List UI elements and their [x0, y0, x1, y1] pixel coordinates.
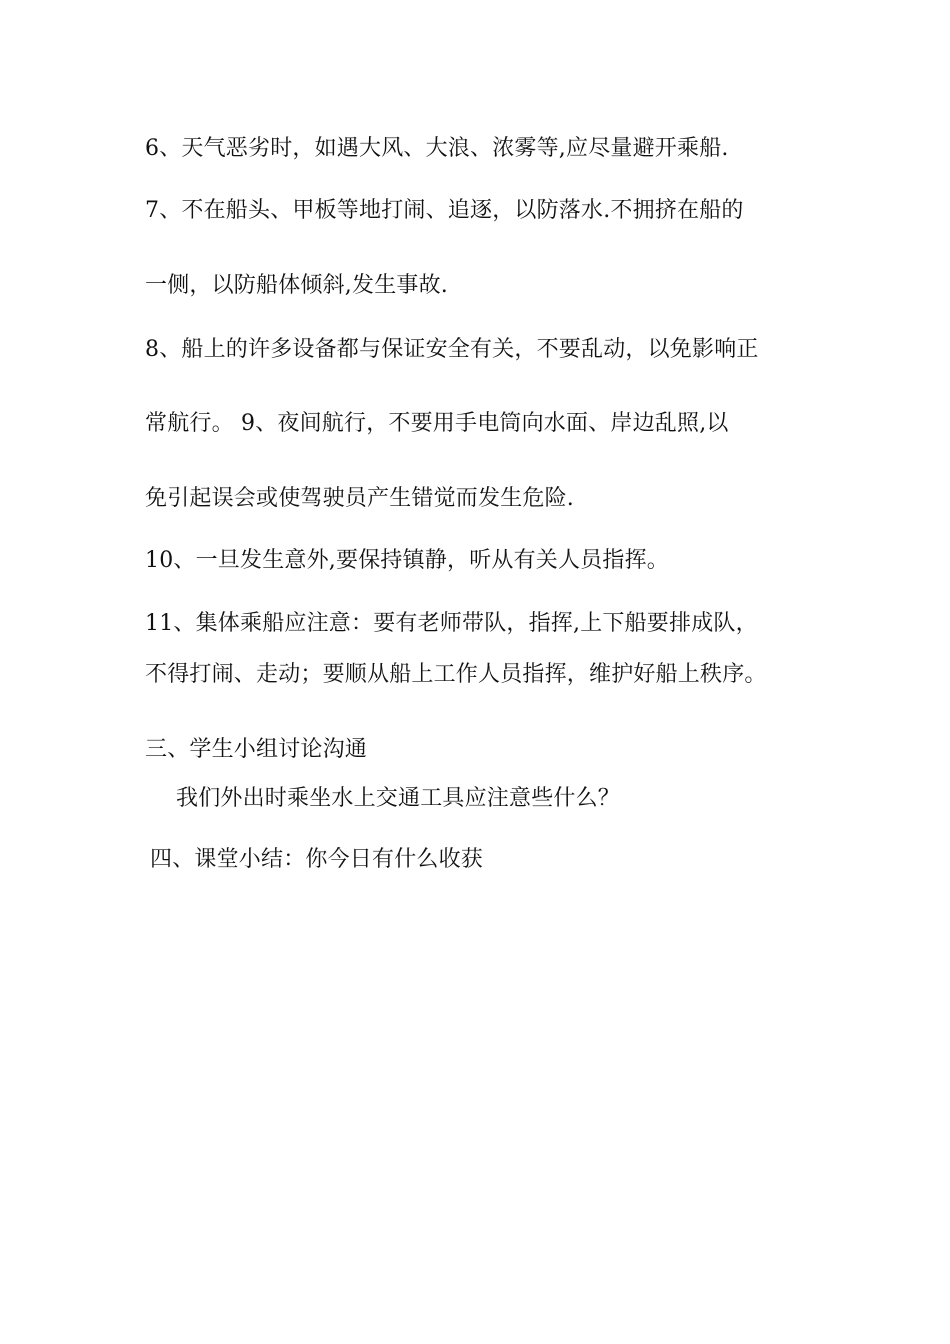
section-3-heading: 三、学生小组讨论沟通 — [145, 737, 368, 762]
rule-6-text: 6、天气恶劣时，如遇大风、大浪、浓雾等,应尽量避开乘船. — [145, 136, 729, 161]
discussion-question: 我们外出时乘坐水上交通工具应注意些什么？ — [176, 786, 621, 811]
rule-7-text-line-1: 7、不在船头、甲板等地打闹、追逐，以防落水.不拥挤在船的 — [145, 198, 744, 223]
rule-7-text-line-2: 一侧，以防船体倾斜,发生事故. — [145, 273, 448, 298]
rule-8-9-text-line: 常航行。 9、夜间航行，不要用手电筒向水面、岸边乱照,以 — [145, 411, 729, 436]
rule-11-text-line-1: 11、集体乘船应注意：要有老师带队，指挥,上下船要排成队， — [145, 611, 758, 636]
rule-8-text-line-1: 8、船上的许多设备都与保证安全有关，不要乱动，以免影响正 — [145, 337, 759, 362]
rule-10-text: 10、一旦发生意外,要保持镇静，听从有关人员指挥。 — [145, 548, 669, 573]
rule-11-text-line-2: 不得打闹、走动；要顺从船上工作人员指挥，维护好船上秩序。 — [145, 662, 767, 687]
section-4-heading: 四、课堂小结：你今日有什么收获 — [150, 847, 484, 872]
rule-9-text-line-2: 免引起误会或使驾驶员产生错觉而发生危险. — [145, 486, 574, 511]
